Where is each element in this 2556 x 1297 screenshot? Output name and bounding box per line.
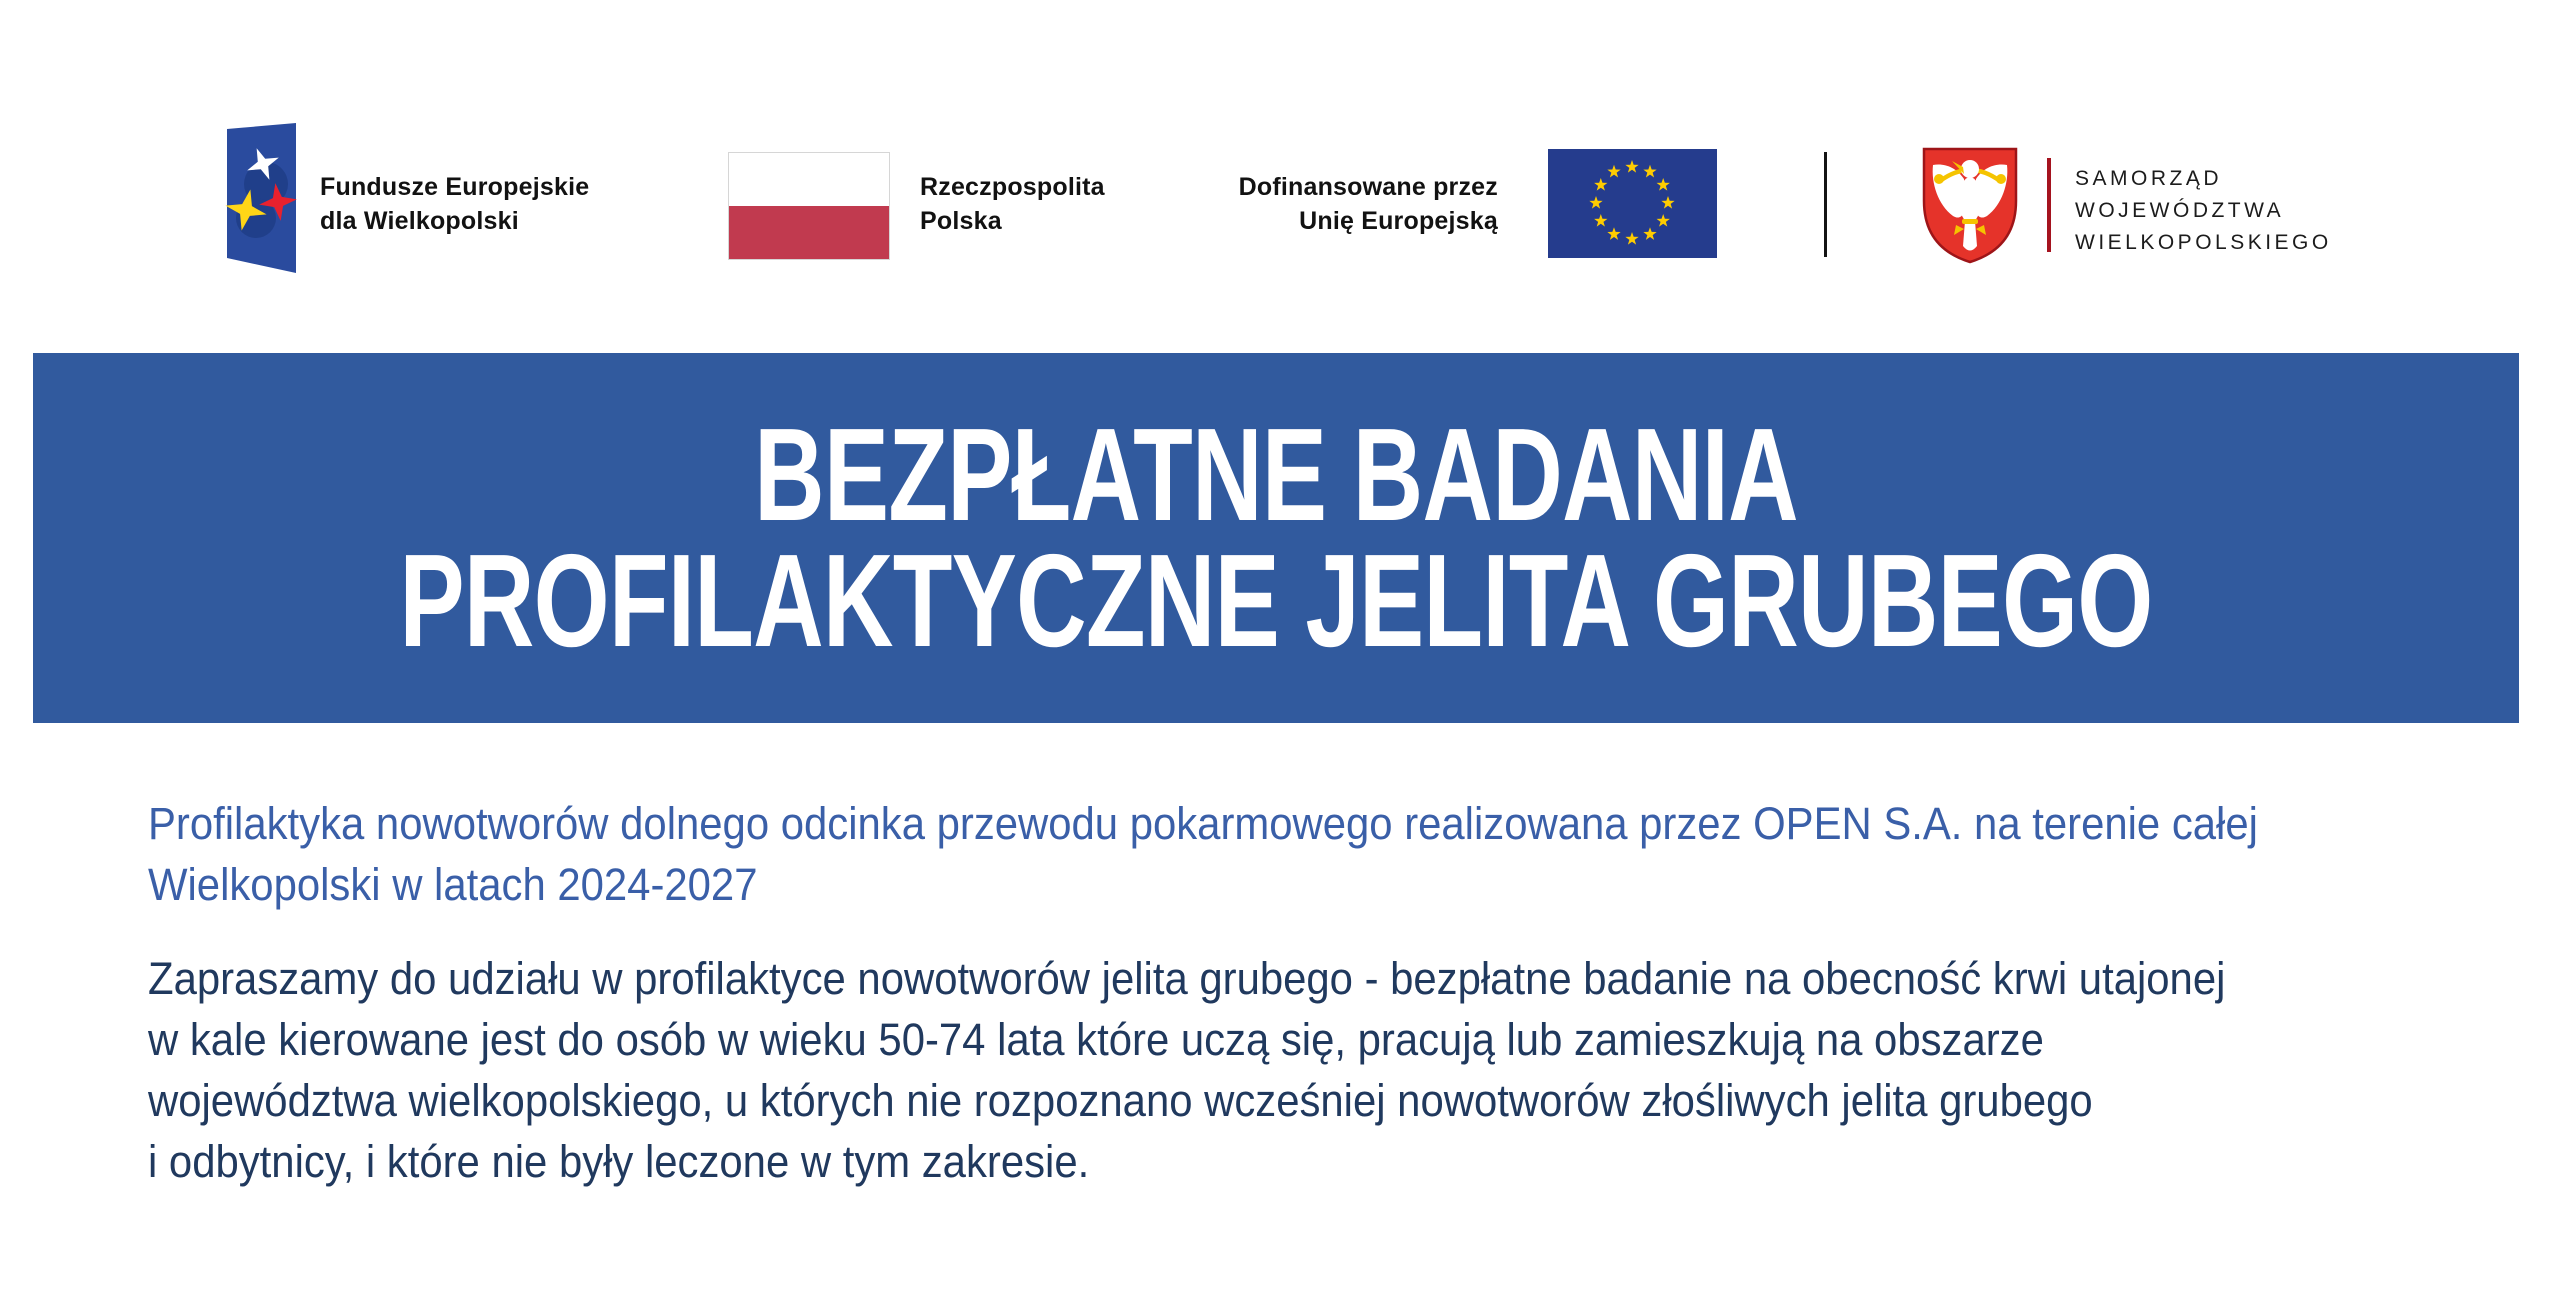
- samorzad-label-line3: WIELKOPOLSKIEGO: [2075, 231, 2332, 254]
- eu-funding-label-line1: Dofinansowane przez: [1238, 173, 1498, 201]
- intro-line: Profilaktyka nowotworów dolnego odcinka przewodu pokarmowego realizowana przez OPEN S.A. na terenie całej: [148, 798, 2258, 849]
- details-line: i odbytnicy, i które nie były leczone w tym zakresie.: [148, 1136, 1090, 1187]
- title-banner: [33, 353, 2519, 723]
- details-paragraph: [148, 948, 2382, 1192]
- eu-funds-label-line1: Fundusze Europejskie: [320, 173, 590, 201]
- vertical-divider: [1824, 152, 1827, 257]
- page-title-line2: PROFILAKTYCZNE JELITA GRUBEGO: [399, 527, 2153, 674]
- details-line: w kale kierowane jest do osób w wieku 50-74 lata które uczą się, pracują lub zamieszkują na obszarze: [148, 1014, 2044, 1065]
- eu-funds-label: [320, 170, 589, 238]
- poland-flag-icon: [728, 152, 890, 260]
- details-line: województwa wielkopolskiego, u których nie rozpoznano wcześniej nowotworów złośliwych jelita grubego: [148, 1075, 2093, 1126]
- intro-line: Wielkopolski w latach 2024-2027: [148, 859, 758, 910]
- samorzad-label-line2: WOJEWÓDZTWA: [2075, 199, 2285, 222]
- wielkopolska-coat-of-arms-icon: [1920, 143, 2020, 265]
- poland-label-line2: Polska: [920, 207, 1002, 235]
- eu-funds-logo-icon: [225, 122, 300, 274]
- intro-paragraph: [148, 793, 2417, 915]
- poland-label-line1: Rzeczpospolita: [920, 173, 1105, 201]
- eu-funding-label-line2: Unię Europejską: [1299, 207, 1498, 235]
- logo-band: [0, 0, 2556, 330]
- eu-flag-icon: [1548, 149, 1717, 258]
- eu-funds-label-line2: dla Wielkopolski: [320, 207, 519, 235]
- poland-flag-red-stripe: [729, 206, 889, 259]
- details-line: Zapraszamy do udziału w profilaktyce nowotworów jelita grubego - bezpłatne badanie na obecność krwi utajonej: [148, 953, 2226, 1004]
- page-title-line1: BEZPŁATNE BADANIA: [754, 401, 1798, 548]
- samorzad-label-line1: SAMORZĄD: [2075, 167, 2223, 190]
- samorzad-label: [2075, 163, 2332, 259]
- eu-funding-label: [1180, 170, 1498, 238]
- poland-label: [920, 170, 1105, 238]
- red-divider: [2047, 158, 2051, 252]
